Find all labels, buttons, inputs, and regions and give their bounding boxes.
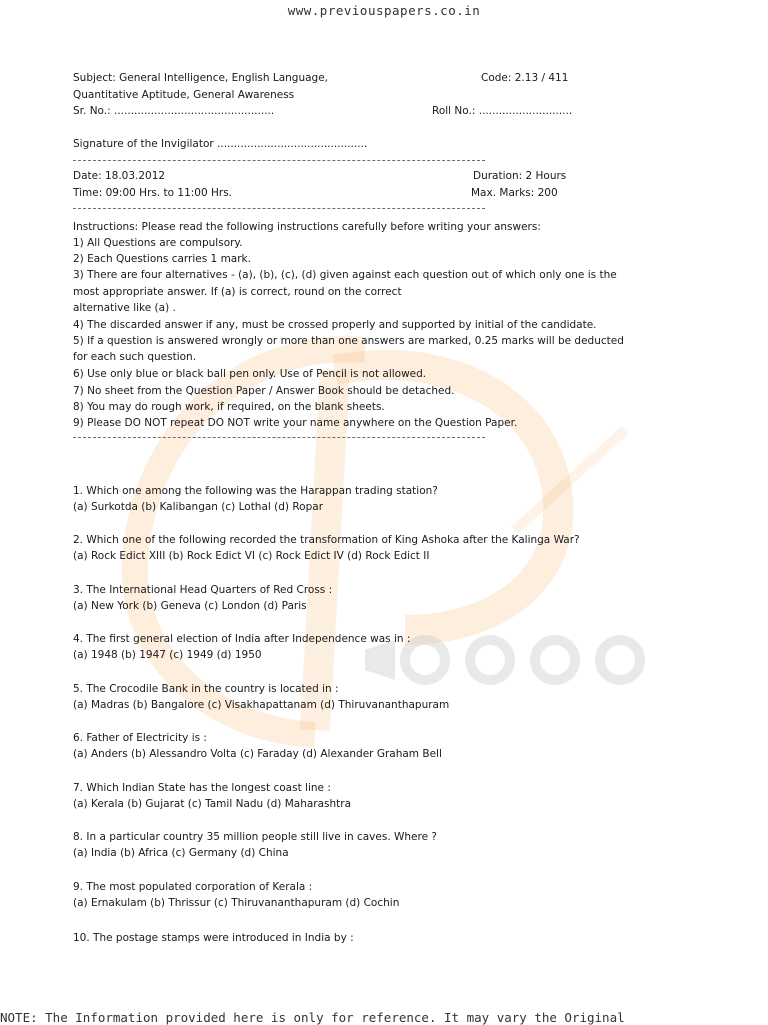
- instruction-line: 7) No sheet from the Question Paper / Answer Book should be detached.: [73, 385, 455, 397]
- question-text: 8. In a particular country 35 million people still live in caves. Where ?: [73, 831, 437, 843]
- paper-code: Code: 2.13 / 411: [481, 72, 569, 84]
- exam-duration: Duration: 2 Hours: [473, 170, 567, 182]
- instruction-line: 9) Please DO NOT repeat DO NOT write your name anywhere on the Question Paper.: [73, 417, 518, 429]
- instruction-line: alternative like (a) .: [73, 302, 176, 314]
- footer-note: NOTE: The Information provided here is only for reference. It may vary the Original: [0, 1010, 625, 1025]
- max-marks: Max. Marks: 200: [471, 187, 558, 199]
- question-options: (a) Surkotda (b) Kalibangan (c) Lothal (d) Ropar: [73, 501, 324, 513]
- question-text: 10. The postage stamps were introduced in India by :: [73, 932, 354, 944]
- question-options: (a) 1948 (b) 1947 (c) 1949 (d) 1950: [73, 649, 262, 661]
- roll-number: Roll No.: ............................: [432, 105, 573, 117]
- question-options: (a) Anders (b) Alessandro Volta (c) Faraday (d) Alexander Graham Bell: [73, 748, 442, 760]
- question-options: (a) Kerala (b) Gujarat (c) Tamil Nadu (d) Maharashtra: [73, 798, 352, 810]
- site-url: www.previouspapers.co.in: [287, 3, 481, 18]
- instruction-line: 4) The discarded answer if any, must be crossed properly and supported by initial of the candidate.: [73, 319, 597, 331]
- question-text: 6. Father of Electricity is :: [73, 732, 207, 744]
- instruction-line: for each such question.: [73, 351, 197, 363]
- exam-time: Time: 09:00 Hrs. to 11:00 Hrs.: [73, 187, 233, 199]
- divider: [73, 208, 485, 209]
- question-options: (a) Madras (b) Bangalore (c) Visakhapattanam (d) Thiruvananthapuram: [73, 699, 450, 711]
- divider: [73, 437, 485, 438]
- question-options: (a) New York (b) Geneva (c) London (d) Paris: [73, 600, 307, 612]
- divider: [73, 160, 485, 161]
- instruction-line: most appropriate answer. If (a) is correct, round on the correct: [73, 286, 402, 298]
- instruction-line: 5) If a question is answered wrongly or more than one answers are marked, 0.25 marks will be deducted: [73, 335, 624, 347]
- question-text: 7. Which Indian State has the longest coast line :: [73, 782, 331, 794]
- question-options: (a) India (b) Africa (c) Germany (d) China: [73, 847, 289, 859]
- instruction-line: 6) Use only blue or black ball pen only. Use of Pencil is not allowed.: [73, 368, 427, 380]
- question-text: 3. The International Head Quarters of Red Cross :: [73, 584, 333, 596]
- serial-number: Sr. No.: ................................................: [73, 105, 275, 117]
- question-options: (a) Rock Edict XIII (b) Rock Edict VI (c) Rock Edict IV (d) Rock Edict II: [73, 550, 430, 562]
- subject-line-2: Quantitative Aptitude, General Awareness: [73, 89, 295, 101]
- invigilator-signature: Signature of the Invigilator .............................................: [73, 138, 368, 150]
- instruction-line: 3) There are four alternatives - (a), (b), (c), (d) given against each question out of which only one is the: [73, 269, 617, 281]
- subject-line-1: Subject: General Intelligence, English Language,: [73, 72, 329, 84]
- instruction-line: Instructions: Please read the following instructions carefully before writing your answers:: [73, 221, 541, 233]
- exam-date: Date: 18.03.2012: [73, 170, 166, 182]
- question-text: 2. Which one of the following recorded the transformation of King Ashoka after the Kalinga War?: [73, 534, 580, 546]
- instruction-line: 2) Each Questions carries 1 mark.: [73, 253, 251, 265]
- question-text: 1. Which one among the following was the Harappan trading station?: [73, 485, 438, 497]
- question-text: 9. The most populated corporation of Kerala :: [73, 881, 313, 893]
- question-text: 4. The first general election of India after Independence was in :: [73, 633, 411, 645]
- question-text: 5. The Crocodile Bank in the country is located in :: [73, 683, 339, 695]
- instruction-line: 1) All Questions are compulsory.: [73, 237, 243, 249]
- question-options: (a) Ernakulam (b) Thrissur (c) Thiruvananthapuram (d) Cochin: [73, 897, 400, 909]
- instruction-line: 8) You may do rough work, if required, on the blank sheets.: [73, 401, 385, 413]
